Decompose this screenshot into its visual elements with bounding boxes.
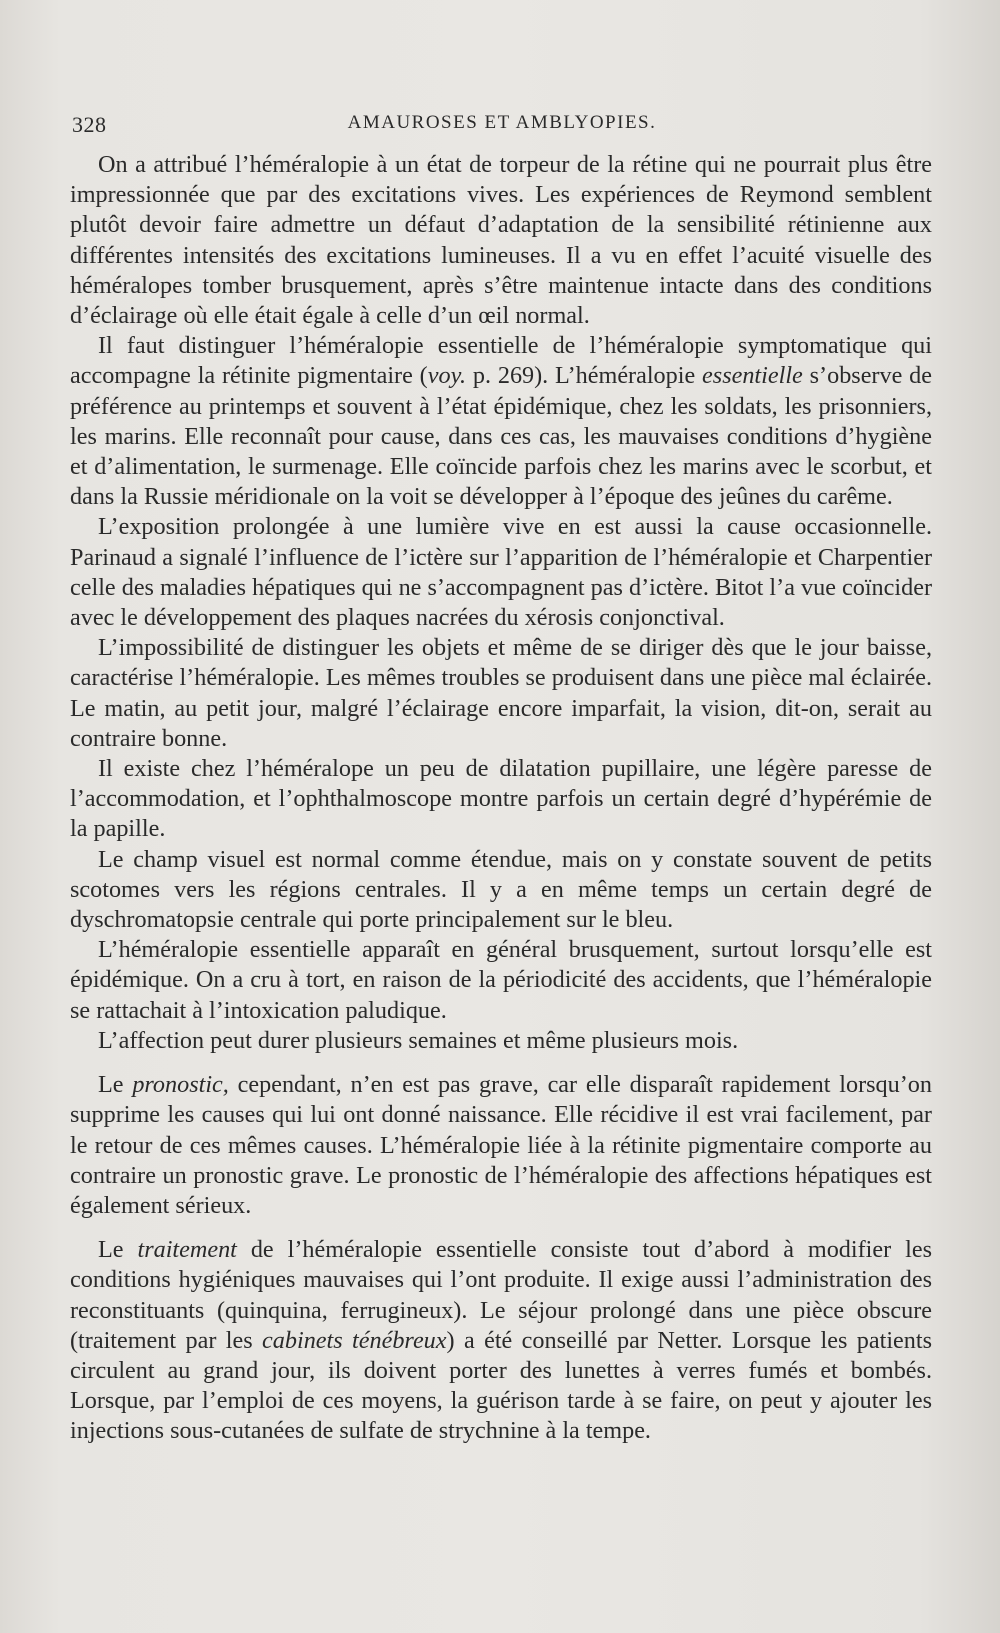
italic-run: traitement (137, 1236, 237, 1264)
italic-run: cabinets ténébreux (262, 1326, 447, 1354)
page-number: 328 (72, 112, 107, 137)
italic-run: essentielle (702, 362, 803, 390)
text-run: Il faut distinguer l’héméralopie essentielle de l’héméralopie symptomatique qui accompagne la rétinite pigmentaire ( (70, 332, 932, 390)
text-run: Le (98, 1236, 138, 1264)
text-run: de l’héméralopie essentielle consiste tout d’abord à modifier les conditions hygiéniques mauvaises qui l’ont produite. Il exige aussi l’administration des reconstituants (quinquina, ferrugineux). Le séjour prolongé dans une pièce obscure (traitement par les (70, 1236, 932, 1354)
italic-run: pronostic, (132, 1071, 229, 1099)
paragraph-essential-hemeralopia (70, 331, 932, 512)
paragraph-treatment (70, 1235, 932, 1446)
body-text (70, 150, 932, 1447)
text-run: Le (98, 1071, 133, 1099)
italic-run: voy. (427, 362, 467, 390)
paragraph-pupil: Il existe chez l’héméralope un peu de dilatation pupillaire, une légère paresse de l’accommodation, et l’ophthalmoscope montre parfois un certain degré d’hypérémie de la papille. (70, 755, 932, 843)
text-run: p. 269). L’héméralopie (466, 362, 703, 390)
paragraph-visual-field: Le champ visuel est normal comme étendue, mais on y constate souvent de petits scotomes vers les régions centrales. Il y a en même temps un certain degré de dyschromatopsie centrale qui porte principalement sur le bleu. (70, 845, 932, 934)
text-run: cependant, n’en est pas grave, car elle disparaît rapidement lorsqu’on supprime les causes qui lui ont donné naissance. Elle récidive il est vrai facilement, par le retour de ces mêmes causes. L’héméralopie liée à la rétinite pigmentaire comporte au contraire un pronostic grave. Le pronostic de l’héméralopie des affections hépatiques est également sérieux. (70, 1071, 932, 1219)
running-title: AMAUROSES ET AMBLYOPIES. (347, 112, 657, 133)
paragraph-duration: L’affection peut durer plusieurs semaines et même plusieurs mois. (98, 1026, 739, 1054)
text-run: s’observe de préférence au printemps et souvent à l’état épidémique, chez les soldats, les prisonniers, les marins. Elle reconnaît pour cause, dans ces cas, les mauvaises conditions d’hygiène et d’alimentation, le surmenage. Elle coïncide parfois chez les marins avec le scorbut, et dans la Russie méridionale on la voit se développer à l’époque des jeûnes du carême. (70, 362, 932, 511)
paragraph-onset: L’héméralopie essentielle apparaît en général brusquement, surtout lorsqu’elle est épidémique. On a cru à tort, en raison de la périodicité des accidents, que l’héméralopie se rattachait à l’intoxication paludique. (70, 936, 932, 1024)
paragraph-prognosis (70, 1070, 932, 1221)
text-run: ) a été conseillé par Netter. Lorsque les patients circulent au grand jour, ils doivent porter des lunettes à verres fumés et bombés. Lorsque, par l’emploi de ces moyens, la guérison tarde à se faire, on peut y ajouter les injections sous-cutanées de sulfate de strychnine à la tempe. (70, 1326, 932, 1445)
page-header (72, 112, 932, 144)
paragraph-theories: On a attribué l’héméralopie à un état de torpeur de la rétine qui ne pourrait plus être impressionnée que par des excitations vives. Les expériences de Reymond semblent plutôt devoir faire admettre un défaut d’adaptation de la sensibilité rétinienne aux différentes intensités des excitations lumineuses. Il a vu en effet l’acuité visuelle des héméralopes tomber brusquement, après s’être maintenue intacte dans des conditions d’éclairage où elle était égale à celle d’un œil normal. (70, 151, 932, 330)
paragraph-causes: L’exposition prolongée à une lumière vive en est aussi la cause occasionnelle. Parinaud a signalé l’influence de l’ictère sur l’apparition de l’héméralopie et Charpentier celle des maladies hépatiques qui ne s’accompagnent pas d’ictère. Bitot l’a vue coïncider avec le développement des plaques nacrées du xérosis conjonctival. (70, 513, 932, 632)
paragraph-symptoms: L’impossibilité de distinguer les objets et même de se diriger dès que le jour baisse, caractérise l’héméralopie. Les mêmes troubles se produisent dans une pièce mal éclairée. Le matin, au petit jour, malgré l’éclairage encore imparfait, la vision, dit-on, serait au contraire bonne. (70, 634, 932, 752)
